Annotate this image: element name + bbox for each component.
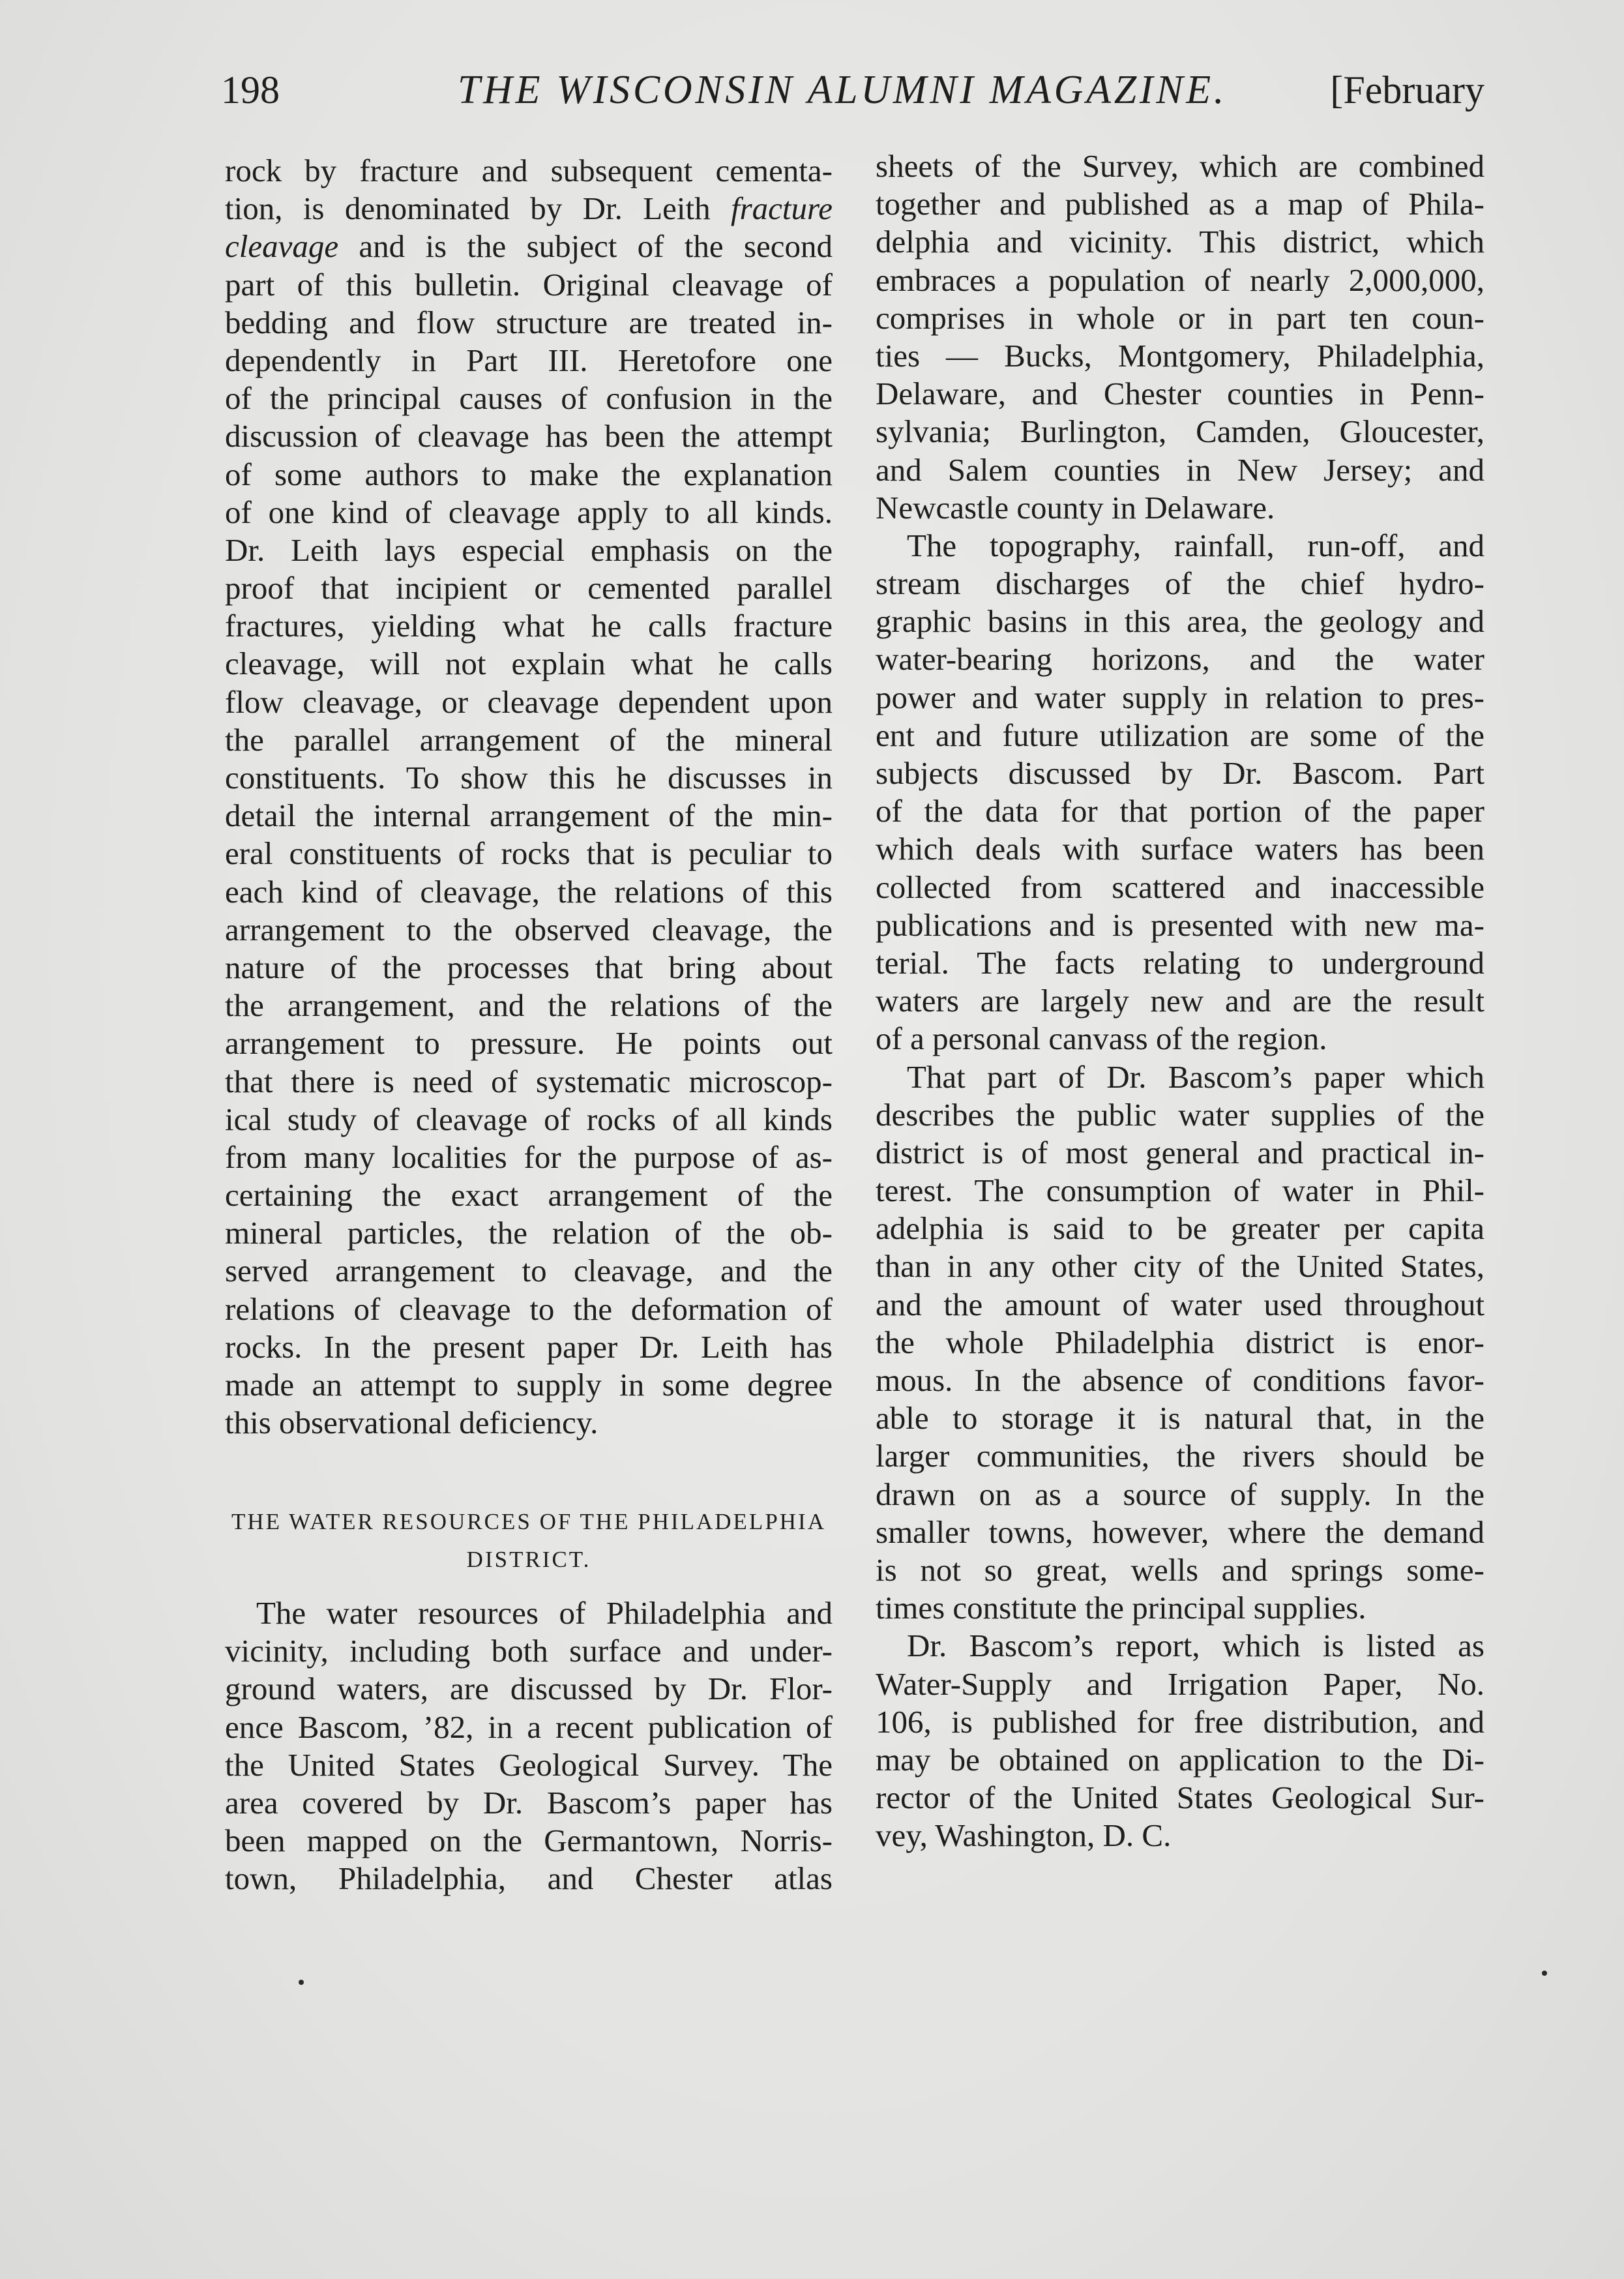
text-line: proof that incipient or cemented parallel [225,570,833,606]
text-line: cleavage, will not explain what he calls [225,646,833,682]
text-line: detail the internal arrangement of the min- [225,797,833,834]
issue-month: [February [1330,68,1484,112]
text-line: drawn on as a source of supply. In the [876,1476,1484,1512]
magazine-title: THE WISCONSIN ALUMNI MAGAZINE. [458,68,1228,112]
text-line: district is of most general and practical in- [876,1134,1484,1170]
text-line: of the data for that portion of the paper [876,793,1484,829]
text-run: and is the subject of the second [338,228,833,265]
paragraph-public-water-supplies [876,1058,1484,1628]
text-line: Dr. Leith lays especial emphasis on the [225,531,833,568]
text-line: publications and is presented with new ma- [876,906,1484,943]
text-line: of the principal causes of confusion in the [225,380,833,417]
text-run: tion, is denominated by Dr. Leith [225,190,731,227]
section-heading-line: THE WATER RESOURCES OF THE PHILADELPHIA [231,1509,826,1534]
text-line: ical study of cleavage of rocks of all kinds [225,1101,833,1137]
text-line: arrangement to pressure. He points out [225,1025,833,1062]
text-line: eral constituents of rocks that is peculiar to [225,835,833,872]
paragraph-cleavage-continued [225,152,833,1442]
text-line: the United States Geological Survey. The [225,1746,833,1783]
text-line: power and water supply in relation to pres- [876,679,1484,715]
text-line: Water-Supply and Irrigation Paper, No. [876,1665,1484,1702]
paragraph-water-resources-intro [225,1594,833,1898]
text-line: times constitute the principal supplies. [876,1590,1366,1626]
italic-term: cleavage [225,228,339,265]
page-number: 198 [221,68,280,112]
paragraph-survey-sheets-continued [876,147,1484,527]
text-line: able to storage it is natural that, in the [876,1400,1484,1437]
text-line: vicinity, including both surface and under- [225,1633,833,1669]
text-line: vey, Washington, D. C. [876,1817,1172,1854]
text-line: describes the public water supplies of the [876,1096,1484,1133]
text-line: sylvania; Burlington, Camden, Gloucester, [876,413,1484,450]
text-line: Dr. Bascom’s report, which is listed as [907,1628,1484,1664]
text-line: area covered by Dr. Bascom’s paper has [225,1784,833,1821]
text-line: flow cleavage, or cleavage dependent upon [225,683,833,720]
text-line: the whole Philadelphia district is enor- [876,1324,1484,1360]
text-line: That part of Dr. Bascom’s paper which [907,1058,1484,1095]
text-line: 106, is published for free distribution, and [876,1703,1484,1740]
text-line: nature of the processes that bring about [225,949,833,985]
text-line: rock by fracture and subsequent cementa- [225,153,833,188]
text-line [225,228,833,265]
section-heading [225,1503,833,1579]
text-line: fractures, yielding what he calls fracture [225,608,833,644]
text-line: mineral particles, the relation of the ob- [225,1215,833,1251]
text-line: the parallel arrangement of the mineral [225,721,833,758]
text-line: collected from scattered and inaccessible [876,869,1484,905]
text-line: relations of cleavage to the deformation of [225,1290,833,1327]
text-line: ent and future utilization are some of the [876,717,1484,753]
text-line: discussion of cleavage has been the attempt [225,418,833,454]
text-line: each kind of cleavage, the relations of this [225,873,833,910]
right-column [876,147,1484,1862]
text-line: of one kind of cleavage apply to all kinds. [225,494,833,530]
text-line: The topography, rainfall, run-off, and [907,527,1484,563]
text-line: waters are largely new and are the result [876,983,1484,1019]
text-line: The water resources of Philadelphia and [256,1595,833,1631]
text-line: ground waters, are discussed by Dr. Flor- [225,1671,833,1707]
italic-term: fracture [730,190,833,227]
scan-speck [1542,1971,1547,1976]
text-line: this observational deficiency. [225,1405,598,1441]
text-line: from many localities for the purpose of as- [225,1139,833,1175]
text-line: than in any other city of the United States, [876,1248,1484,1285]
text-line: town, Philadelphia, and Chester atlas [225,1860,833,1897]
text-line: served arrangement to cleavage, and the [225,1253,833,1289]
text-line: the arrangement, and the relations of the [225,987,833,1024]
text-line: made an attempt to supply in some degree [225,1367,833,1403]
text-line: smaller towns, however, where the demand [876,1513,1484,1550]
text-line: been mapped on the Germantown, Norris- [225,1823,833,1859]
text-line: larger communities, the rivers should be [876,1438,1484,1474]
text-line: ties — Bucks, Montgomery, Philadelphia, [876,337,1484,374]
text-line [225,190,833,228]
text-line: of a personal canvass of the region. [876,1020,1327,1057]
text-line: which deals with surface waters has been [876,831,1484,867]
section-heading-line: DISTRICT. [466,1547,591,1573]
text-line: together and published as a map of Phila- [876,186,1484,222]
text-line: certaining the exact arrangement of the [225,1177,833,1214]
text-line: and the amount of water used throughout [876,1286,1484,1322]
text-line: and Salem counties in New Jersey; and [876,451,1484,488]
text-line: mous. In the absence of conditions favor- [876,1362,1484,1398]
paragraph-topography [876,527,1484,1058]
text-line: graphic basins in this area, the geology and [876,603,1484,640]
text-line: comprises in whole or in part ten coun- [876,299,1484,336]
text-line: ence Bascom, ’82, in a recent publication of [225,1708,833,1745]
text-line: stream discharges of the chief hydro- [876,565,1484,602]
text-line: sheets of the Survey, which are combined [876,148,1484,184]
text-line: rector of the United States Geological Sur- [876,1780,1484,1816]
paragraph-report-availability [876,1627,1484,1854]
left-column [225,152,833,1899]
text-line: dependently in Part III. Heretofore one [225,342,833,378]
text-line: Delaware, and Chester counties in Penn- [876,376,1484,412]
text-line: of some authors to make the explanation [225,456,833,492]
text-line: Newcastle county in Delaware. [876,489,1275,526]
text-line: arrangement to the observed cleavage, the [225,911,833,947]
text-line: constituents. To show this he discusses in [225,760,833,796]
text-line: rocks. In the present paper Dr. Leith has [225,1328,833,1365]
text-line: subjects discussed by Dr. Bascom. Part [876,755,1484,791]
text-line: delphia and vicinity. This district, which [876,224,1484,260]
text-line: is not so great, wells and springs some- [876,1551,1484,1588]
text-line: that there is need of systematic microscop- [225,1063,833,1099]
text-line: adelphia is said to be greater per capita [876,1210,1484,1247]
text-line: bedding and flow structure are treated in- [225,304,833,340]
text-line: water-bearing horizons, and the water [876,641,1484,678]
text-line: embraces a population of nearly 2,000,000, [876,261,1484,298]
scan-speck [299,1980,304,1985]
text-line: may be obtained on application to the Di- [876,1741,1484,1778]
text-line: terest. The consumption of water in Phil- [876,1172,1484,1209]
text-line: terial. The facts relating to underground [876,944,1484,981]
text-line: part of this bulletin. Original cleavage of [225,266,833,303]
